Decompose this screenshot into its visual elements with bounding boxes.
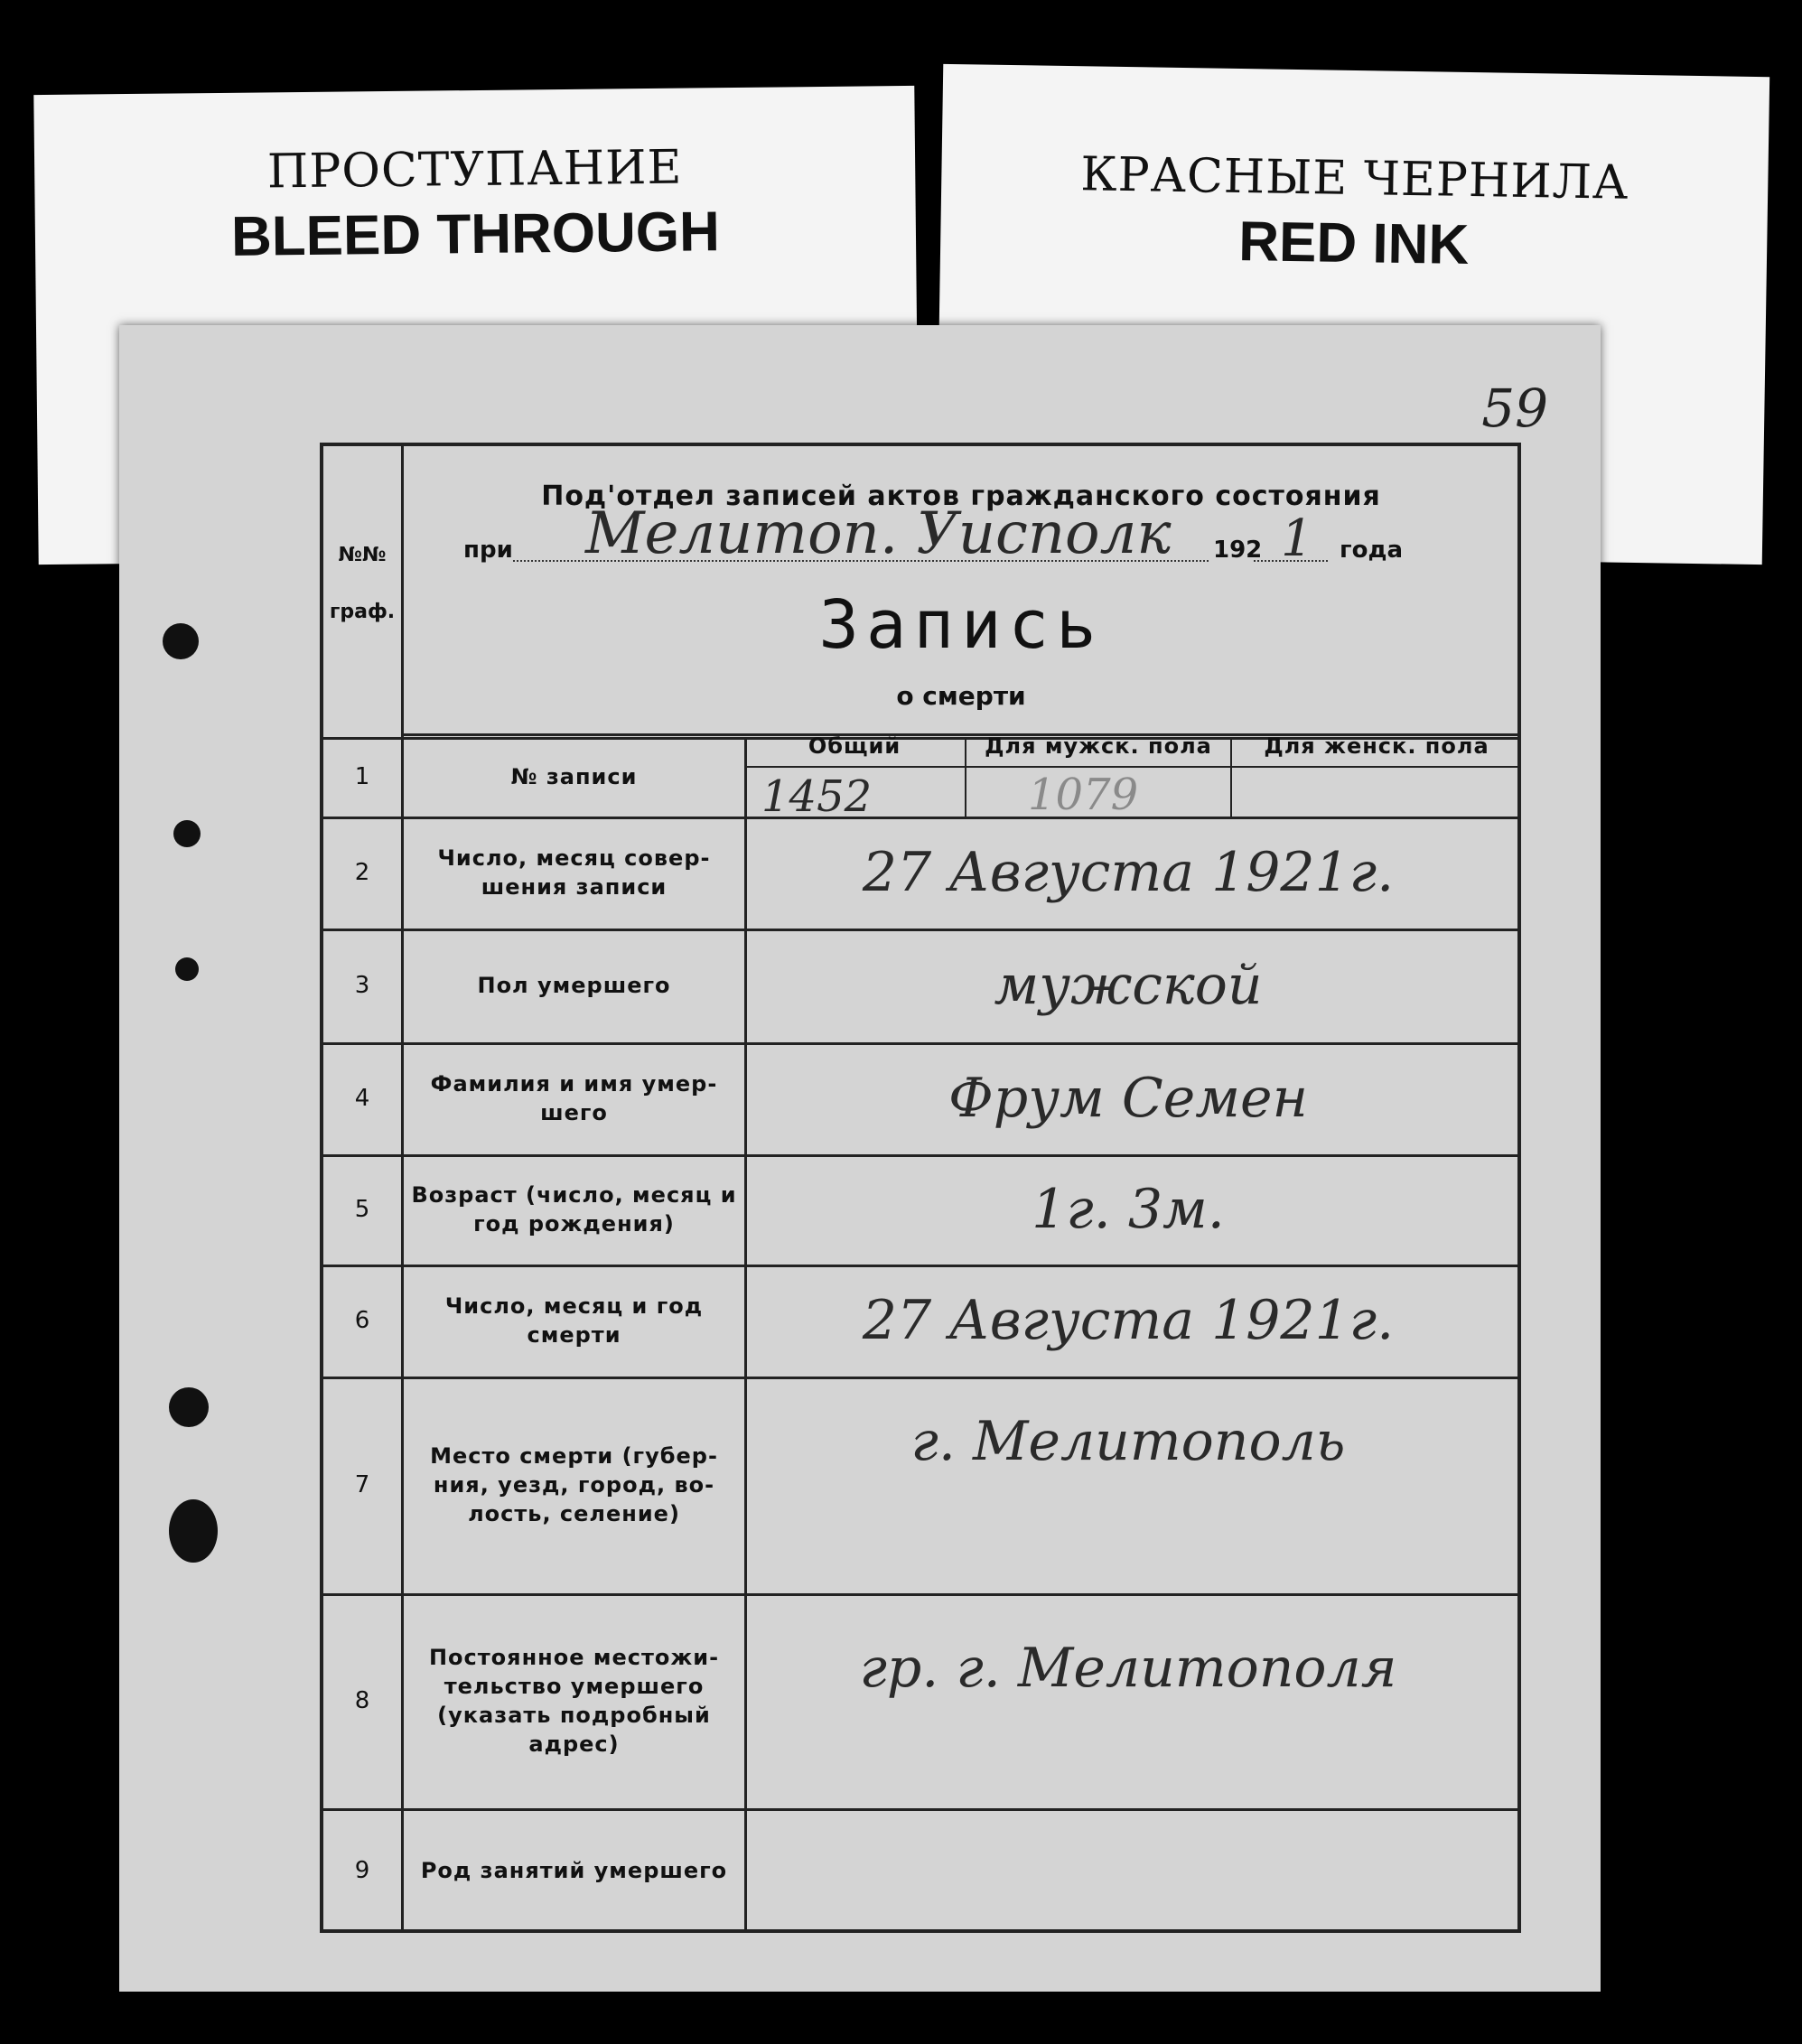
handwritten-value: 27 Августа 1921г. bbox=[862, 1289, 1395, 1352]
column-total: Общий bbox=[808, 733, 901, 759]
binding-hole bbox=[169, 1387, 209, 1427]
row-number: 1 bbox=[354, 763, 370, 790]
handwritten-value: гр. г. Мелитополя bbox=[859, 1637, 1397, 1701]
row-number: 3 bbox=[354, 972, 370, 999]
binding-hole bbox=[175, 957, 199, 981]
red-ink-label-ru: КРАСНЫЕ ЧЕРНИЛА bbox=[1079, 147, 1629, 210]
row-value bbox=[748, 1178, 1508, 1241]
column-male: Для мужск. пола bbox=[985, 733, 1212, 759]
record-subtitle: о смерти bbox=[896, 681, 1026, 711]
form-row bbox=[323, 737, 1517, 822]
issuing-office: Мелитоп. Уисполк bbox=[585, 500, 1172, 567]
subdepartment-heading: Под'отдел записей актов гражданского состояния bbox=[541, 481, 1381, 512]
form-row bbox=[323, 1377, 1517, 1593]
handwritten-value: Фрум Семен bbox=[948, 1067, 1309, 1130]
year-handwritten: 1 bbox=[1281, 509, 1313, 568]
handwritten-value: 1г. 3м. bbox=[1032, 1178, 1225, 1241]
record-number-male: 1079 bbox=[1028, 770, 1139, 820]
bleed-through-label-ru: ПРОСТУПАНИЕ bbox=[266, 140, 683, 200]
binding-hole bbox=[169, 1499, 218, 1563]
form-row bbox=[323, 929, 1517, 1042]
row-number: 5 bbox=[354, 1196, 370, 1223]
handwritten-value: г. Мелитополь bbox=[910, 1410, 1346, 1473]
row-label: Род занятий умершего bbox=[420, 1858, 728, 1883]
form-row bbox=[323, 1593, 1517, 1808]
row-label: Возраст (число, месяц и год рождения) bbox=[411, 1182, 737, 1237]
row-value bbox=[748, 1067, 1508, 1130]
row-value bbox=[748, 1289, 1508, 1352]
column-number-header: №№ граф. bbox=[329, 544, 396, 623]
death-record-form bbox=[320, 443, 1521, 1933]
row-value bbox=[748, 954, 1508, 1017]
row-number: 7 bbox=[354, 1471, 370, 1498]
row-label: Фамилия и имя умер-шего bbox=[430, 1071, 718, 1125]
row-value bbox=[748, 1410, 1508, 1473]
year-word: года bbox=[1340, 537, 1403, 564]
death-record-page bbox=[119, 325, 1601, 1992]
handwritten-value: 27 Августа 1921г. bbox=[862, 841, 1395, 904]
red-ink-label-en: RED INK bbox=[1237, 210, 1470, 277]
record-number-total: 1452 bbox=[761, 771, 873, 822]
form-row bbox=[323, 1265, 1517, 1377]
year-prefix: 192 bbox=[1213, 537, 1263, 564]
handwritten-value: мужской bbox=[994, 954, 1263, 1017]
row-label: Постоянное местожи-тельство умершего (указать подробный адрес) bbox=[428, 1645, 720, 1757]
row-number: 2 bbox=[354, 859, 370, 886]
row-label: Число, месяц и год смерти bbox=[444, 1293, 704, 1348]
bleed-through-label-en: BLEED THROUGH bbox=[230, 201, 721, 268]
page-number: 59 bbox=[1481, 378, 1548, 439]
row-number: 8 bbox=[354, 1687, 370, 1714]
row-label: Пол умершего bbox=[477, 973, 671, 998]
row-number: 4 bbox=[354, 1085, 370, 1112]
form-row bbox=[323, 1154, 1517, 1265]
record-title: Запись bbox=[818, 586, 1104, 664]
form-row bbox=[323, 1808, 1517, 1933]
row-label: № записи bbox=[510, 764, 638, 789]
binding-hole bbox=[163, 623, 199, 659]
column-female: Для женск. пола bbox=[1264, 733, 1489, 759]
form-row bbox=[323, 817, 1517, 929]
row-label: Число, месяц совер-шения записи bbox=[437, 845, 711, 900]
binding-hole bbox=[173, 820, 201, 847]
row-value bbox=[748, 1637, 1508, 1700]
form-row bbox=[323, 1042, 1517, 1154]
pri-label: при bbox=[463, 537, 513, 564]
row-number: 9 bbox=[354, 1857, 370, 1884]
row-number: 6 bbox=[354, 1307, 370, 1334]
row-value bbox=[748, 841, 1508, 904]
row-label: Место смерти (губер-ния, уезд, город, во-лость, селение) bbox=[430, 1443, 718, 1526]
